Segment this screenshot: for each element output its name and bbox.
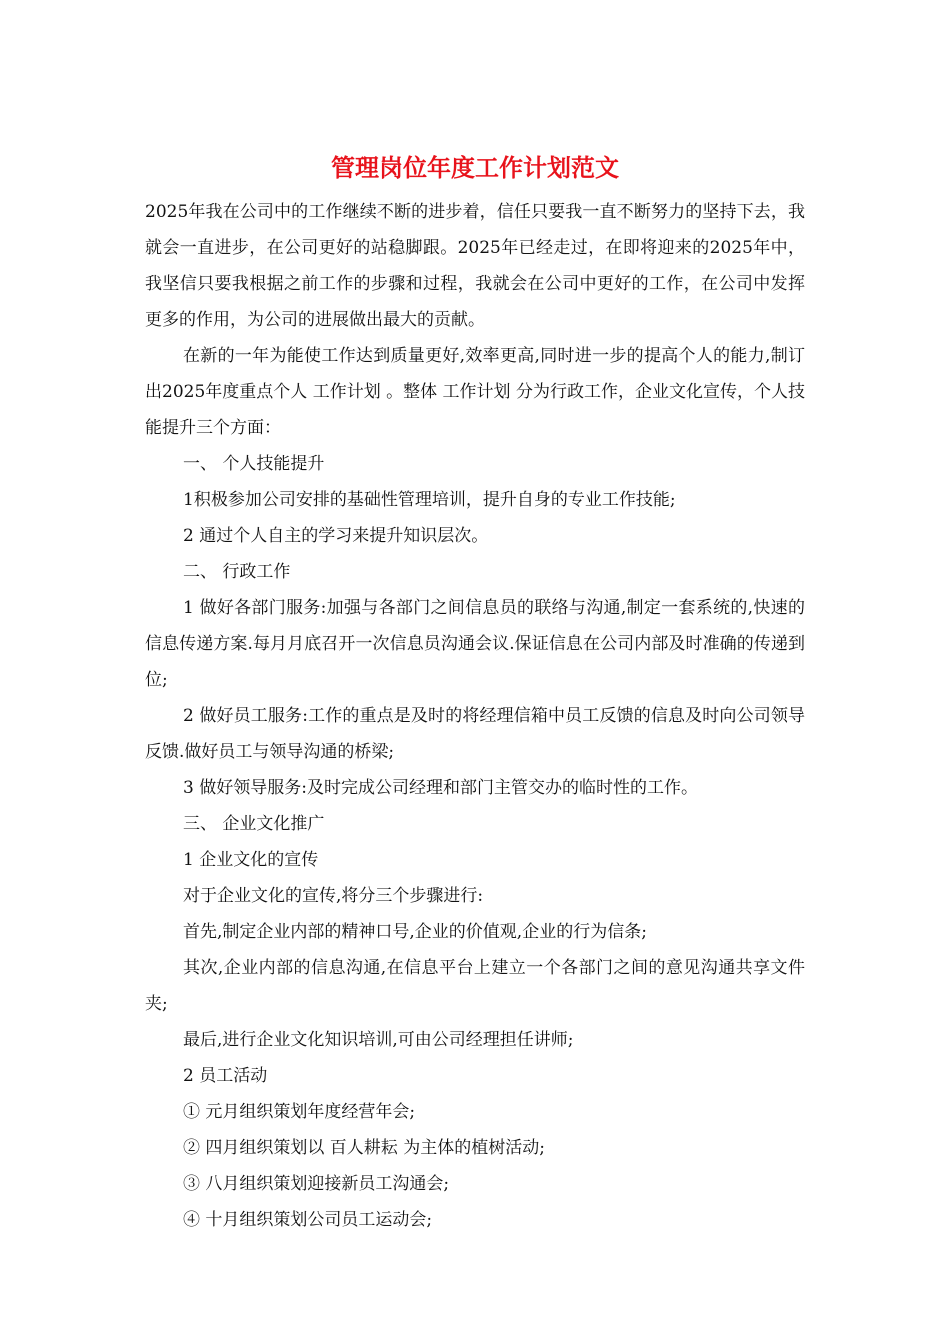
subsection-heading: 2 员工活动 — [183, 1066, 268, 1086]
list-item: 1 做好各部门服务:加强与各部门之间信息员的联络与沟通,制定一套系统的,快速的信息传递方案.每月月底召开一次信息员沟通会议.保证信息在公司内部及时准确的传递到位; — [145, 598, 805, 690]
list-item: 2 做好员工服务:工作的重点是及时的将经理信箱中员工反馈的信息及时向公司领导反馈.做好员工与领导沟通的桥梁; — [145, 706, 805, 762]
section-heading-culture: 三、 企业文化推广 — [183, 814, 325, 834]
paragraph-intro: 2025年我在公司中的工作继续不断的进步着，信任只要我一直不断努力的坚持下去，我就会一直进步，在公司更好的站稳脚跟。2025年已经走过，在即将迎来的2025年中，我坚信只要我根据之前工作的步骤和过程，我就会在公司中更好的工作，在公司中发挥更多的作用，为公司的进展做出最大的贡献。 — [145, 202, 805, 330]
list-item: ② 四月组织策划以 百人耕耘 为主体的植树活动; — [183, 1138, 545, 1158]
subsection-heading: 1 企业文化的宣传 — [183, 850, 319, 870]
section-heading-skills: 一、 个人技能提升 — [183, 454, 325, 474]
list-item: 2 通过个人自主的学习来提升知识层次。 — [183, 526, 489, 546]
paragraph: 首先,制定企业内部的精神口号,企业的价值观,企业的行为信条; — [183, 922, 647, 942]
paragraph: 其次,企业内部的信息沟通,在信息平台上建立一个各部门之间的意见沟通共享文件夹; — [145, 958, 805, 1014]
list-item: ④ 十月组织策划公司员工运动会; — [183, 1210, 433, 1230]
document-title: 管理岗位年度工作计划范文 — [331, 153, 619, 182]
document-body — [145, 194, 805, 1238]
list-item: 3 做好领导服务:及时完成公司经理和部门主管交办的临时性的工作。 — [183, 778, 698, 798]
paragraph: 对于企业文化的宣传,将分三个步骤进行: — [183, 886, 484, 906]
list-item: ① 元月组织策划年度经营年会; — [183, 1102, 416, 1122]
paragraph-plan-overview: 在新的一年为能使工作达到质量更好,效率更高,同时进一步的提高个人的能力,制订出2025年度重点个人 工作计划 。整体 工作计划 分为行政工作，企业文化宣传，个人技能提升三个方面： — [145, 346, 805, 438]
section-heading-admin: 二、 行政工作 — [183, 562, 291, 582]
list-item: 1积极参加公司安排的基础性管理培训，提升自身的专业工作技能; — [183, 490, 676, 510]
paragraph: 最后,进行企业文化知识培训,可由公司经理担任讲师; — [183, 1030, 574, 1050]
list-item: ③ 八月组织策划迎接新员工沟通会; — [183, 1174, 450, 1194]
